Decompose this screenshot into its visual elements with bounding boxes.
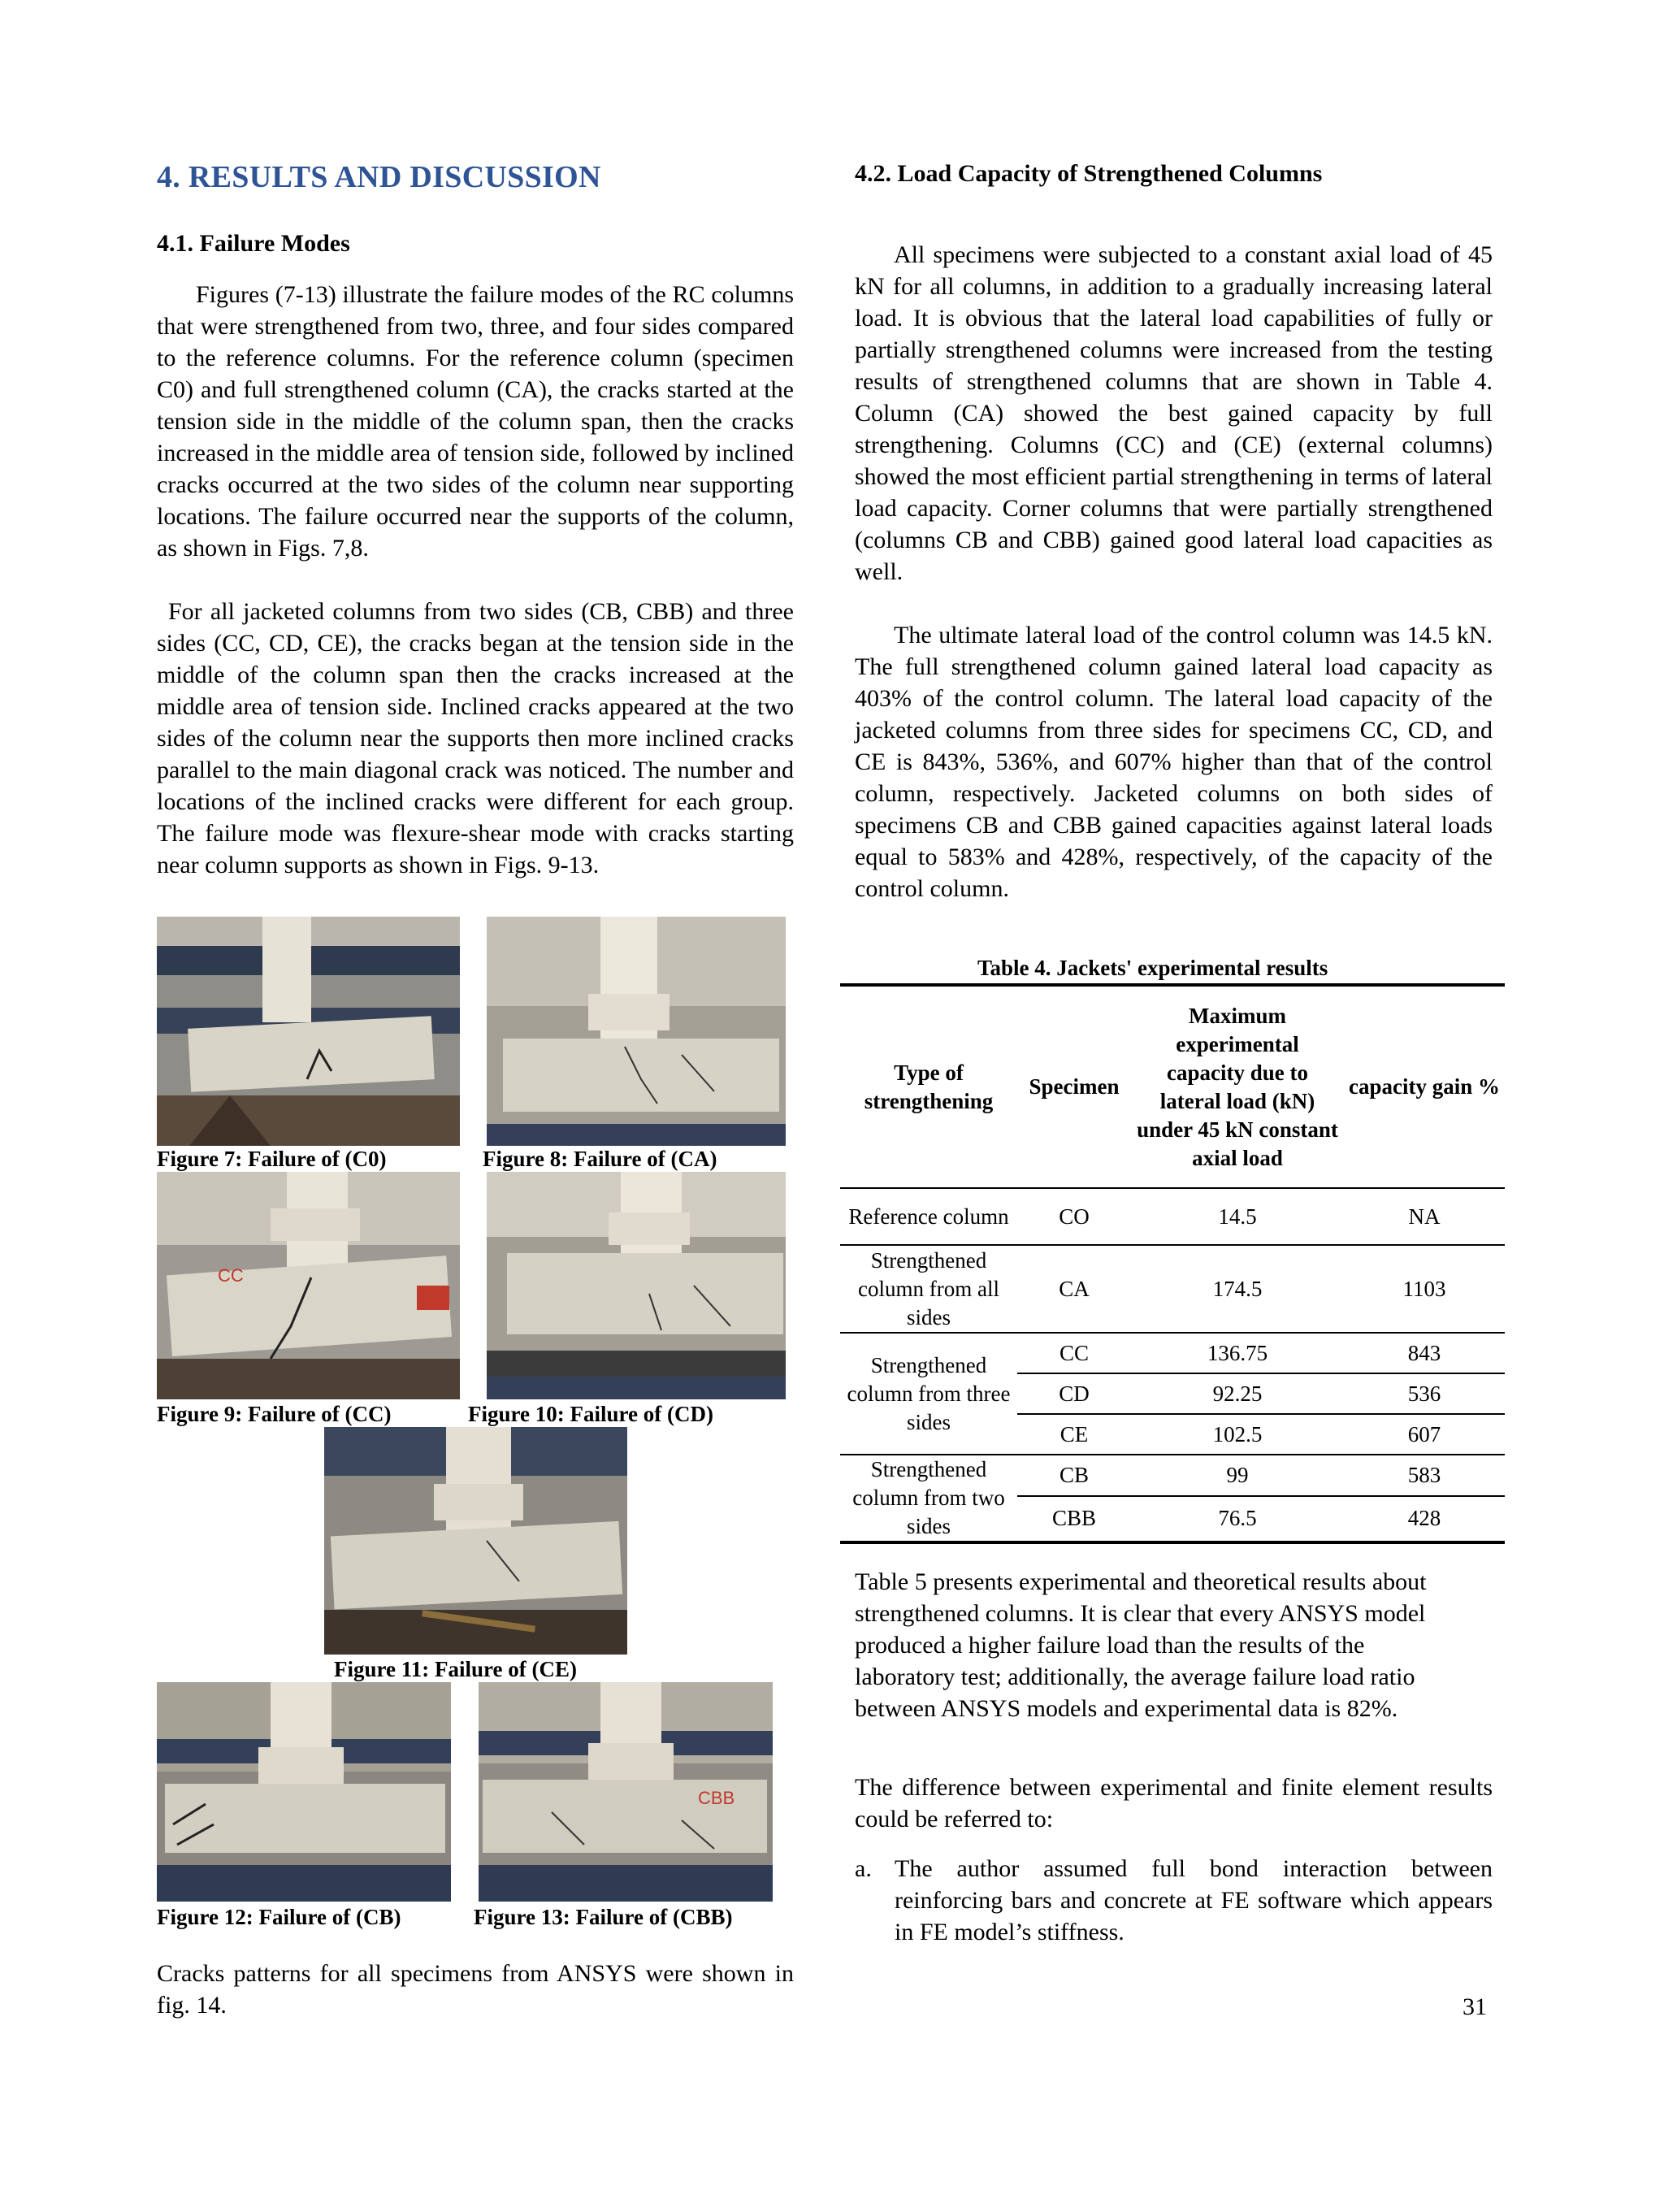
page-number: 31 [1462, 1993, 1487, 2020]
subsection-heading-failure-modes: 4.1. Failure Modes [157, 230, 350, 257]
table-cell-specimen: CB [1017, 1455, 1131, 1496]
table-cell-gain: 583 [1344, 1455, 1505, 1496]
figure-13-specimen-label: CBB [698, 1788, 735, 1808]
table-header-specimen: Specimen [1017, 985, 1131, 1188]
paragraph-difference: The difference between experimental and finite element results could be referred to: [855, 1774, 1493, 1832]
table-cell-max: 174.5 [1131, 1245, 1344, 1333]
table-header-max-capacity: Maximum experimental capacity due to lateral load (kN) under 45 kN constant axial load [1131, 985, 1344, 1188]
paragraph-table-5-intro: Table 5 presents experimental and theoretical results about strengthened columns. It is clear that every ANSYS model produced a higher failure load than the results of the laboratory test; additionally, the average failure load ratio between ANSYS models and experimental data is 82%. [855, 1568, 1427, 1722]
subsection-heading-load-capacity: 4.2. Load Capacity of Strengthened Columns [855, 160, 1323, 187]
list-item-a-marker: a. [855, 1855, 872, 1882]
paragraph-load-capacity-1: All specimens were subjected to a constant axial load of 45 kN for all columns, in addition to a gradually increasing lateral load. It is obvious that the lateral load capabilities of fully or partially strengthened columns were increased from the testing results of strengthened columns that are shown in Table 4. Column (CA) showed the best gained capacity by full strengthening. Columns (CC) and (CE) (external columns) showed the most efficient partial strengthening in terms of lateral load capacity. Corner columns that were partially strengthened (columns CB and CBB) gained good lateral load capacities as well. [855, 241, 1493, 585]
figure-13-photo [479, 1682, 773, 1902]
section-title: 4. RESULTS AND DISCUSSION [157, 160, 601, 194]
table-header-capacity-gain: capacity gain % [1344, 985, 1505, 1188]
table-row [840, 1245, 1505, 1333]
figure-7-photo [157, 917, 460, 1146]
table-cell-max: 14.5 [1218, 1204, 1257, 1229]
table-group-label: Reference column [848, 1204, 1009, 1229]
paragraph-failure-modes-1: Figures (7-13) illustrate the failure modes of the RC columns that were strengthened from two, three, and four sides compared to the reference columns. For the reference column (specimen C0) and full strengthened column (CA), the cracks started at the tension side in the middle of the column span, then the cracks increased in the middle area of tension side, followed by inclined cracks occurred at the two sides of the column near supporting locations. The failure occurred near the supports of the column, as shown in Figs. 7,8. [157, 281, 794, 562]
table-cell-specimen: CE [1017, 1414, 1131, 1455]
table-cell-max: 136.75 [1131, 1333, 1344, 1373]
figure-8-photo [487, 917, 786, 1146]
figure-11-caption: Figure 11: Failure of (CE) [334, 1657, 577, 1681]
table-row [840, 1333, 1505, 1373]
figure-8-caption: Figure 8: Failure of (CA) [483, 1147, 717, 1171]
table-cell-gain: 1103 [1344, 1245, 1505, 1333]
table-cell-gain: 536 [1344, 1373, 1505, 1414]
table-cell-specimen: CBB [1017, 1496, 1131, 1542]
table-group-label: Strengthened column from all sides [840, 1245, 1017, 1333]
table-cell-specimen: CO [1059, 1204, 1090, 1229]
table-cell-gain: NA [1408, 1204, 1441, 1229]
figure-13-caption: Figure 13: Failure of (CBB) [474, 1905, 733, 1929]
table-header-type: Type of strengthening [840, 985, 1017, 1188]
table-cell-max: 76.5 [1131, 1496, 1344, 1542]
table-cell-specimen: CA [1017, 1245, 1131, 1333]
list-item-a: The author assumed full bond interaction between reinforcing bars and concrete at FE software which appears in FE model’s stiffness. [895, 1855, 1493, 1945]
table-group-label: Strengthened column from three sides [840, 1333, 1017, 1455]
paragraph-failure-modes-2: For all jacketed columns from two sides (CB, CBB) and three sides (CC, CD, CE), the cracks began at the tension side in the middle of the column span then the cracks increased at the middle area of tension side. Inclined cracks appeared at the two sides of the column near the supports then more inclined cracks parallel to the main diagonal crack was noticed. The number and locations of the inclined cracks were different for each group. The failure mode was flexure-shear mode with cracks starting near column supports as shown in Figs. 9-13. [157, 598, 794, 878]
paragraph-load-capacity-2: The ultimate lateral load of the control column was 14.5 kN. The full strengthened column gained lateral load capacity as 403% of the control column. The lateral load capacity of the jacketed columns from three sides for specimens CC, CD, and CE is 843%, 536%, and 607% higher than that of the control column, respectively. Jacketed columns on both sides of specimens CB and CBB gained capacities against lateral loads equal to 583% and 428%, respectively, of the capacity of the control column. [855, 622, 1493, 902]
figure-9-specimen-label: CC [218, 1265, 244, 1286]
table-cell-specimen: CC [1017, 1333, 1131, 1373]
table-cell-specimen: CD [1017, 1373, 1131, 1414]
table-4-title: Table 4. Jackets' experimental results [977, 956, 1328, 980]
table-cell-max: 92.25 [1131, 1373, 1344, 1414]
figure-7-caption: Figure 7: Failure of (C0) [157, 1147, 387, 1171]
table-group-label: Strengthened column from two sides [840, 1455, 1017, 1542]
paragraph-cracks-patterns: Cracks patterns for all specimens from ANSYS were shown in fig. 14. [157, 1960, 794, 2019]
figure-9-caption: Figure 9: Failure of (CC) [157, 1402, 392, 1426]
figure-10-caption: Figure 10: Failure of (CD) [468, 1402, 713, 1426]
figure-12-photo [157, 1682, 451, 1902]
table-cell-max: 102.5 [1131, 1414, 1344, 1455]
table-cell-gain: 607 [1344, 1414, 1505, 1455]
figure-12-caption: Figure 12: Failure of (CB) [157, 1905, 401, 1929]
figure-11-photo [324, 1427, 627, 1655]
figure-9-photo [157, 1172, 460, 1399]
table-row [840, 1188, 1505, 1245]
table-cell-gain: 843 [1344, 1333, 1505, 1373]
table-cell-gain: 428 [1344, 1496, 1505, 1542]
figure-10-photo [487, 1172, 786, 1399]
table-cell-max: 99 [1131, 1455, 1344, 1496]
table-4 [840, 983, 1505, 1544]
table-row [840, 1455, 1505, 1496]
